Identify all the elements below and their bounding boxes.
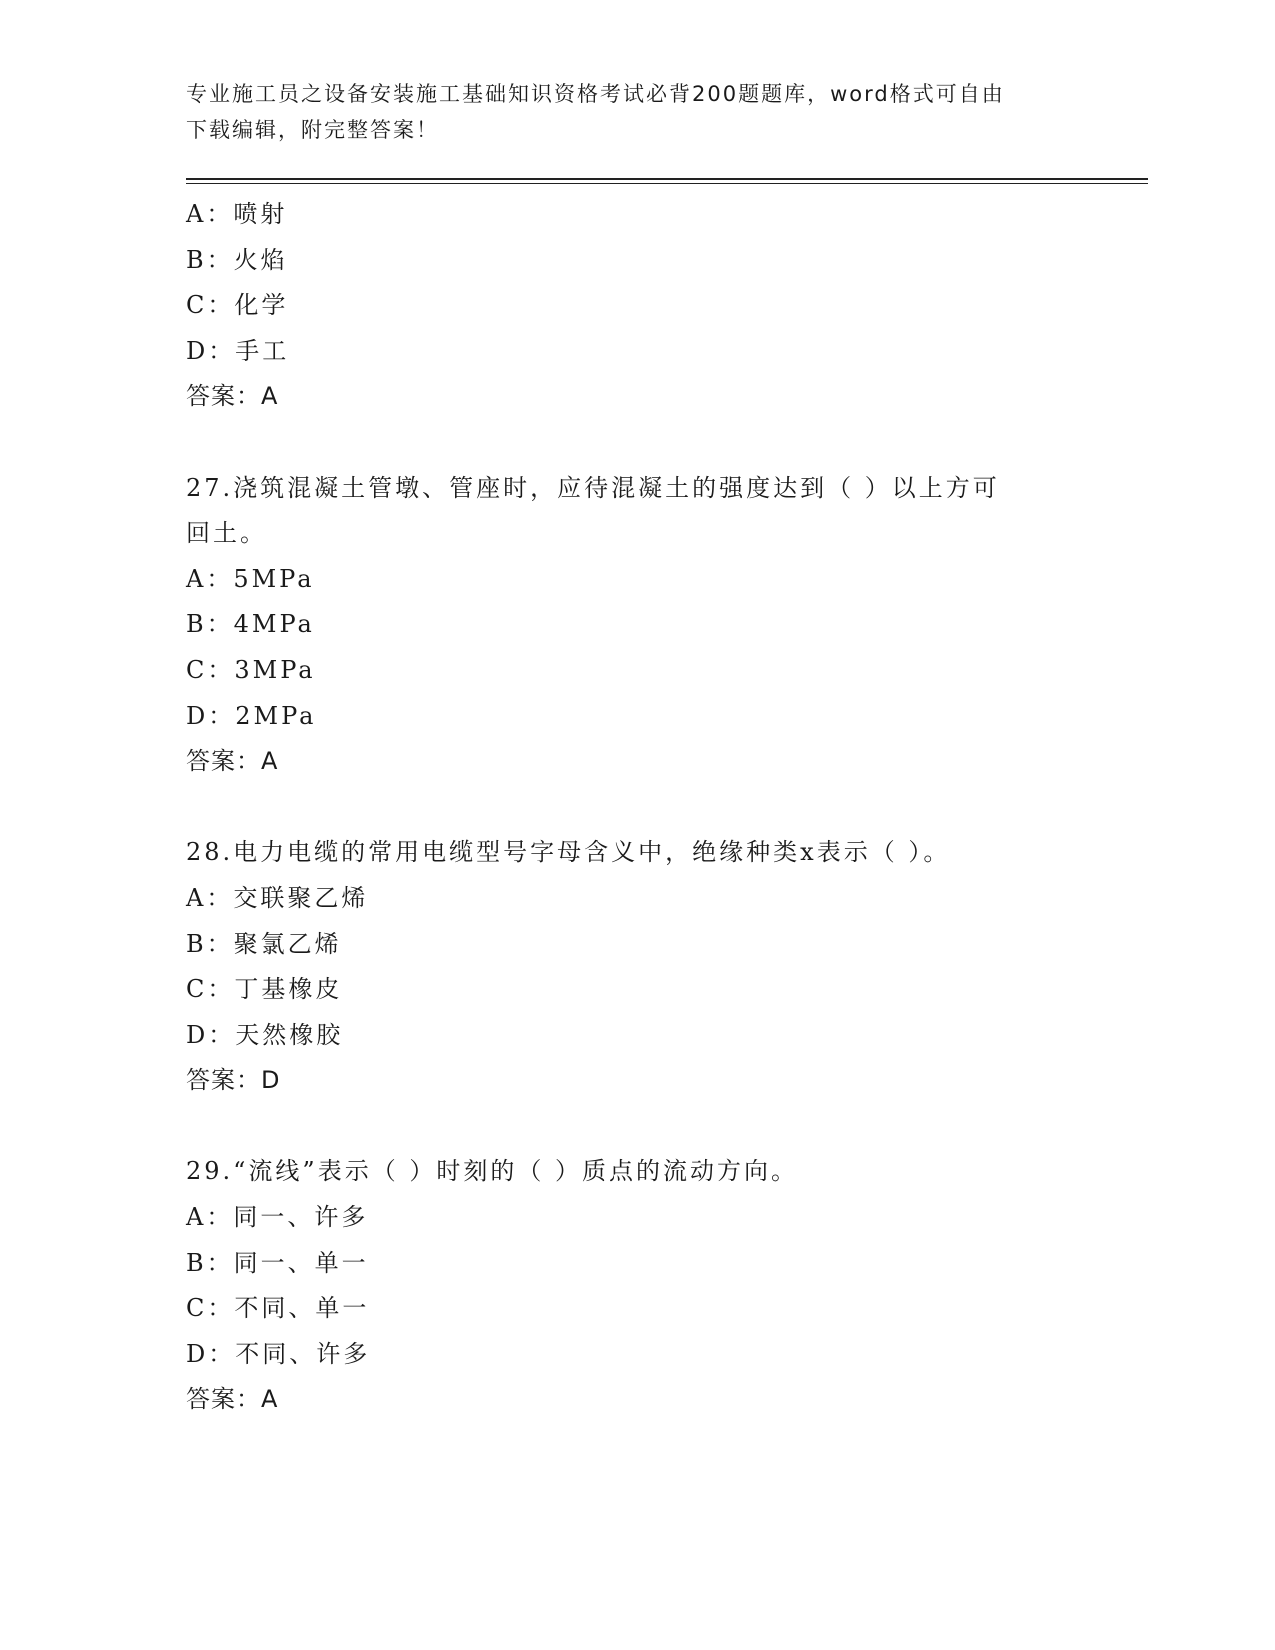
option-d: D：天然橡胶 [186,1020,344,1049]
header-divider-thin [186,183,1148,184]
answer-line: 答案：A [186,382,279,411]
question-block-29 [186,1149,1086,1423]
question-block-continued [186,192,1086,420]
question-stem-line-1: 29.“流线”表示（ ）时刻的（ ）质点的流动方向。 [186,1157,798,1186]
option-b: B：聚氯乙烯 [186,929,342,958]
option-c: C：不同、单一 [186,1294,370,1323]
header-divider-thick [186,178,1148,180]
option-a: A：5MPa [186,564,315,593]
question-block-27 [186,466,1086,785]
document-header [186,76,1066,148]
answer-line: 答案：A [186,747,279,776]
option-c: C：丁基橡皮 [186,975,343,1004]
question-list [186,192,1086,1423]
option-d: D：不同、许多 [186,1339,371,1368]
question-stem-line-1: 28.电力电缆的常用电缆型号字母含义中，绝缘种类x表示（ ）。 [186,838,951,867]
option-b: B：同一、单一 [186,1248,369,1277]
option-d: D：手工 [186,336,290,365]
question-stem-line-2: 回土。 [186,519,267,548]
header-line-2: 下载编辑，附完整答案！ [186,118,439,142]
option-a: A：交联聚乙烯 [186,883,369,912]
question-stem-line-1: 27.浇筑混凝土管墩、管座时，应待混凝土的强度达到（ ）以上方可 [186,473,1000,502]
question-block-28 [186,830,1086,1104]
option-a: A：同一、许多 [186,1203,369,1232]
option-c: C：3MPa [186,655,316,684]
header-line-1: 专业施工员之设备安装施工基础知识资格考试必背200题题库，word格式可自由 [186,82,1005,106]
option-b: B：4MPa [186,610,315,639]
option-c: C：化学 [186,291,289,320]
option-b: B：火焰 [186,245,288,274]
answer-line: 答案：D [186,1066,281,1095]
option-d: D：2MPa [186,701,317,730]
option-a: A：喷射 [186,200,288,228]
answer-line: 答案：A [186,1385,279,1414]
